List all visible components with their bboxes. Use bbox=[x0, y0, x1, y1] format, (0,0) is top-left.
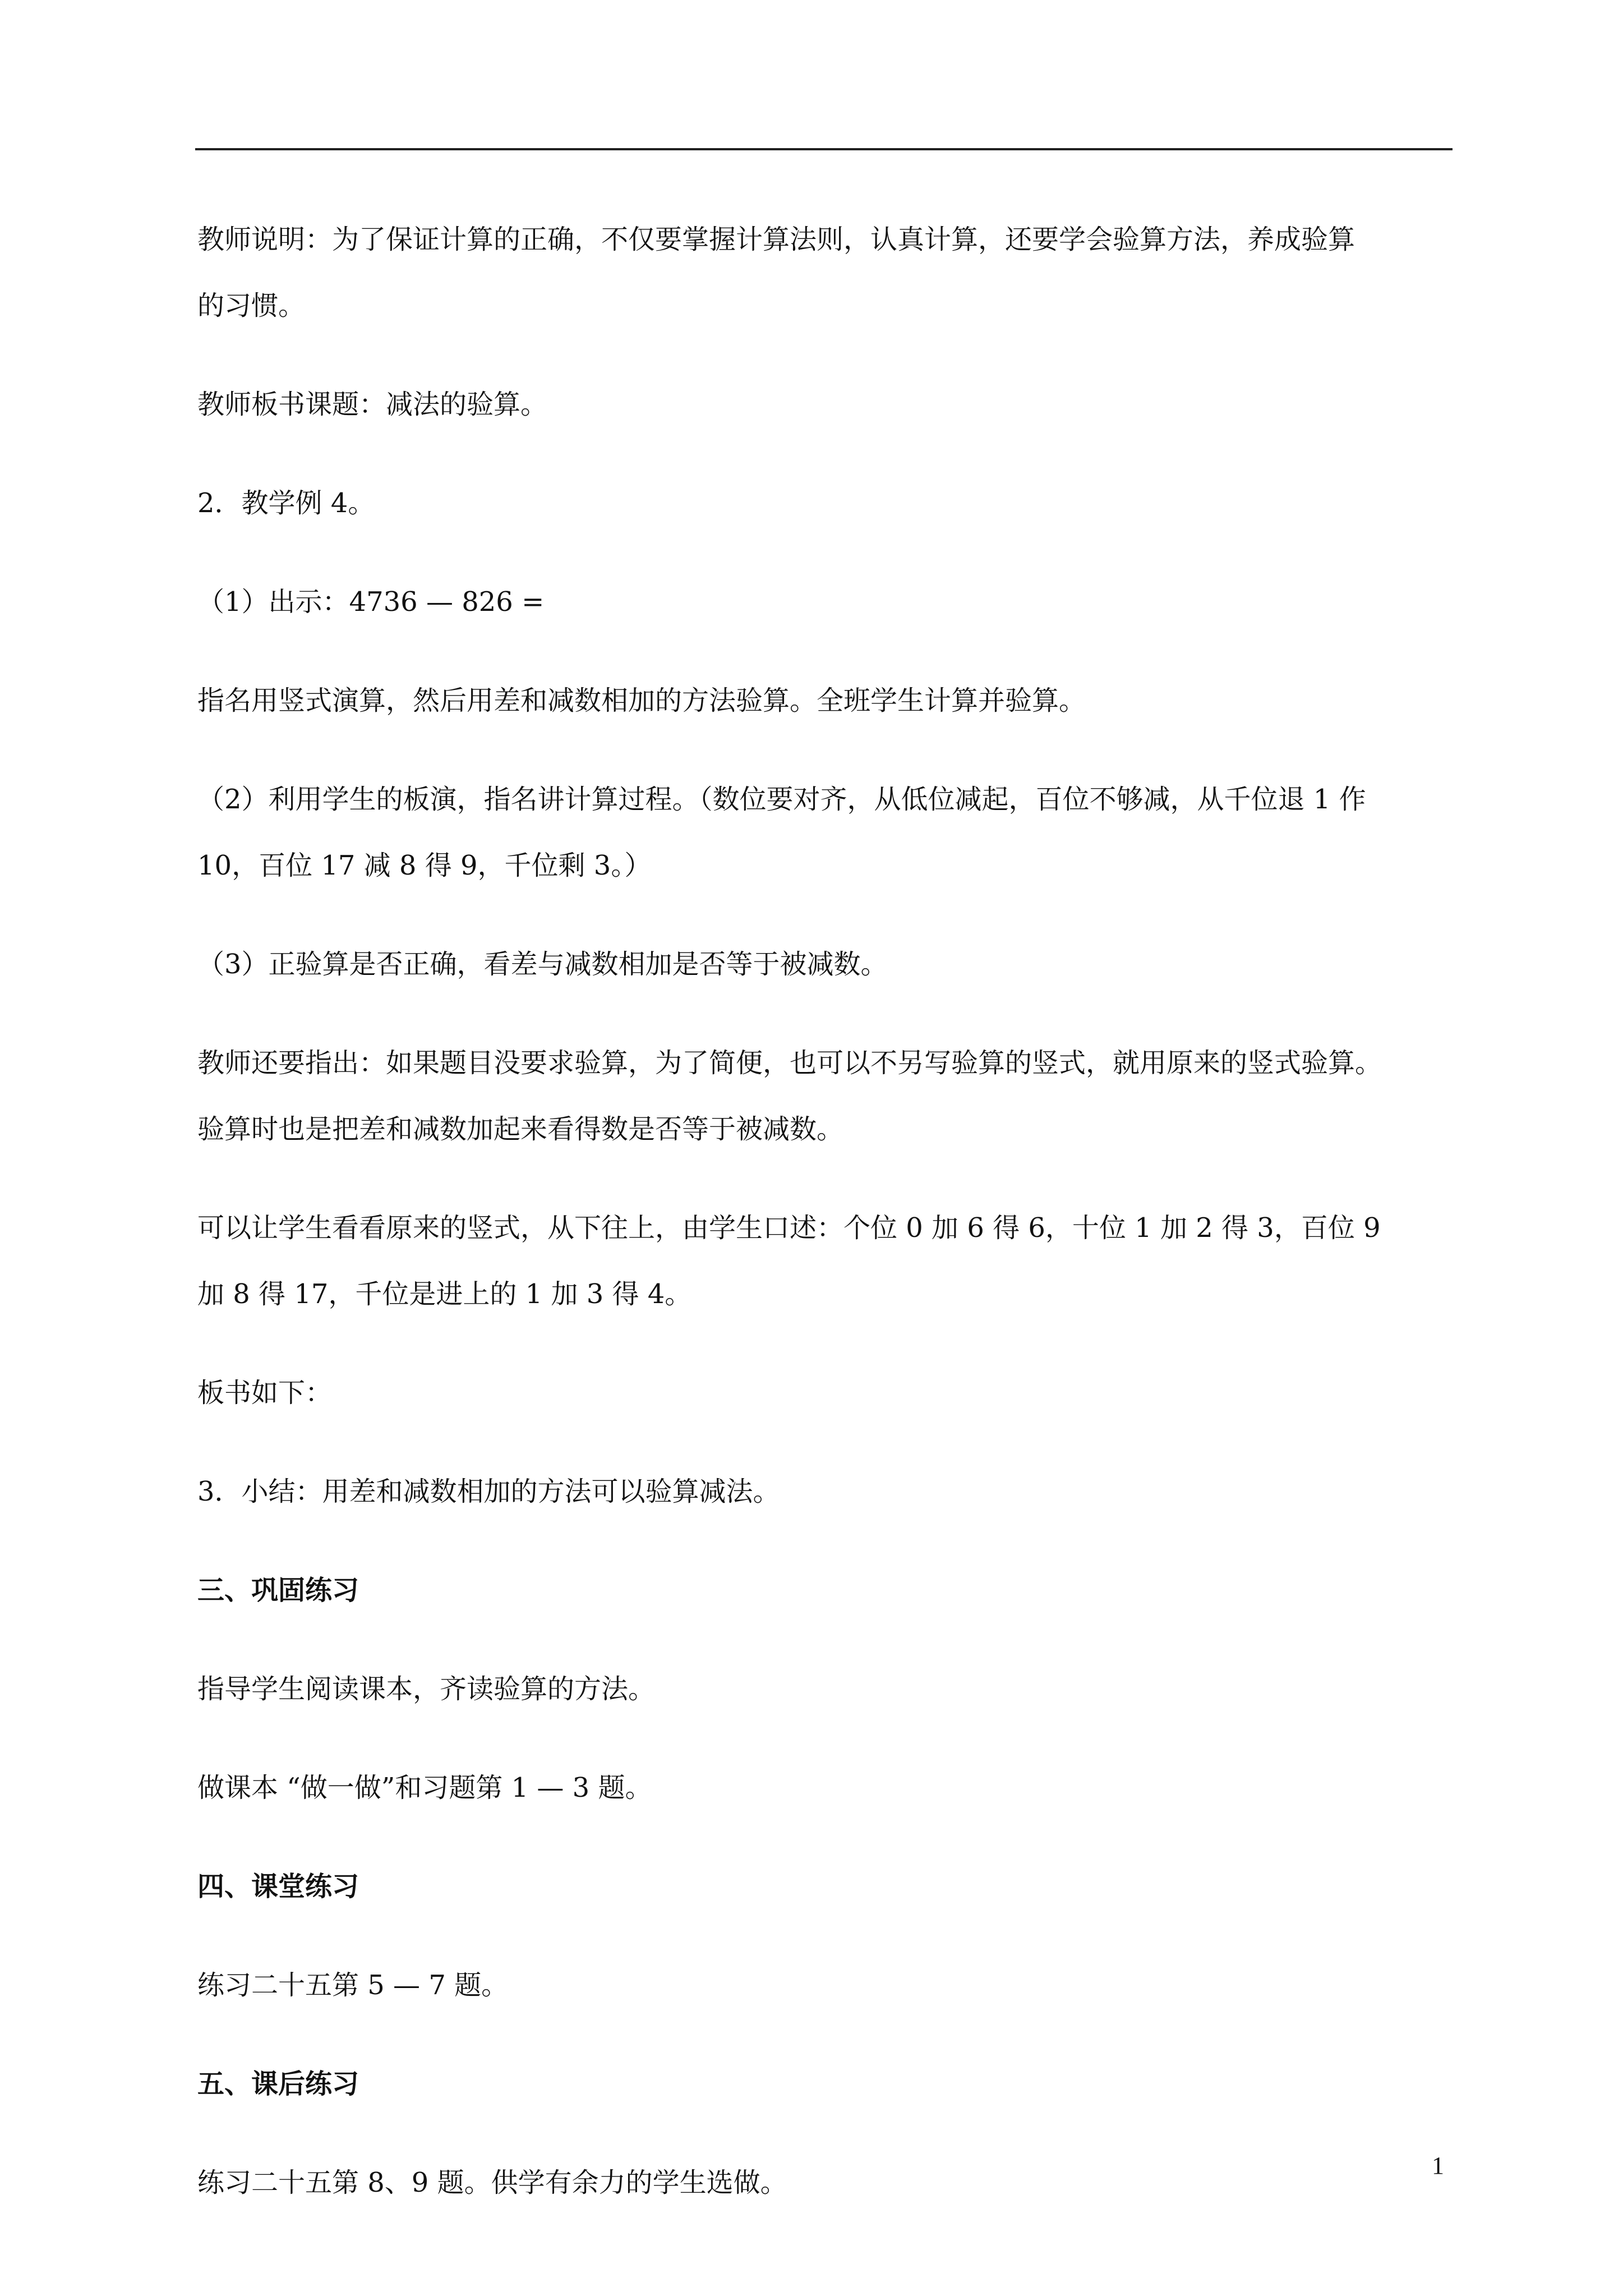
paragraph-summary: 3．小结：用差和减数相加的方法可以验算减法。 bbox=[197, 1476, 780, 1507]
paragraph-exercise-25-8-9: 练习二十五第 8、9 题。供学有余力的学生选做。 bbox=[197, 2167, 787, 2198]
paragraph-show-equation: （1）出示：4736 — 826 = bbox=[197, 586, 545, 618]
document-body bbox=[197, 206, 1454, 2248]
paragraph-vertical-calc: 指名用竖式演算，然后用差和减数相加的方法验算。全班学生计算并验算。 bbox=[197, 685, 1086, 716]
paragraph-board-demo-line2: 10，百位 17 减 8 得 9，千位剩 3。） bbox=[197, 850, 652, 881]
header-rule bbox=[195, 148, 1453, 150]
paragraph-board-below: 板书如下： bbox=[197, 1377, 333, 1409]
page-number: 1 bbox=[1432, 2152, 1444, 2179]
paragraph-teacher-explanation-line2: 的习惯。 bbox=[197, 290, 306, 321]
paragraph-verify: （3）正验算是否正确，看差与减数相加是否等于被减数。 bbox=[197, 949, 888, 980]
paragraph-exercise-25-5-7: 练习二十五第 5 — 7 题。 bbox=[197, 1970, 509, 2001]
paragraph-read-textbook: 指导学生阅读课本，齐读验算的方法。 bbox=[197, 1673, 656, 1705]
paragraph-oral-line2: 加 8 得 17，千位是进上的 1 加 3 得 4。 bbox=[197, 1278, 692, 1310]
heading-consolidation: 三、巩固练习 bbox=[197, 1575, 359, 1606]
paragraph-teacher-point-line1: 教师还要指出：如果题目没要求验算，为了简便，也可以不另写验算的竖式，就用原来的竖式验算。 bbox=[197, 1047, 1382, 1079]
paragraph-do-exercises: 做课本 “做一做”和习题第 1 — 3 题。 bbox=[197, 1772, 652, 1803]
paragraph-board-demo-line1: （2）利用学生的板演，指名讲计算过程。（数位要对齐，从低位减起，百位不够减，从千位退 1 作 bbox=[197, 784, 1366, 815]
paragraph-example-4: 2．教学例 4。 bbox=[197, 487, 375, 519]
heading-class-practice: 四、课堂练习 bbox=[197, 1871, 359, 1902]
paragraph-teacher-point-line2: 验算时也是把差和减数加起来看得数是否等于被减数。 bbox=[197, 1114, 844, 1145]
heading-after-class: 五、课后练习 bbox=[197, 2068, 359, 2100]
paragraph-board-title: 教师板书课题：减法的验算。 bbox=[197, 389, 548, 420]
paragraph-oral-line1: 可以让学生看看原来的竖式，从下往上，由学生口述：个位 0 加 6 得 6，十位 1 加 2 得 3，百位 9 bbox=[197, 1212, 1381, 1244]
paragraph-teacher-explanation-line1: 教师说明：为了保证计算的正确，不仅要掌握计算法则，认真计算，还要学会验算方法，养成验算 bbox=[197, 224, 1355, 255]
